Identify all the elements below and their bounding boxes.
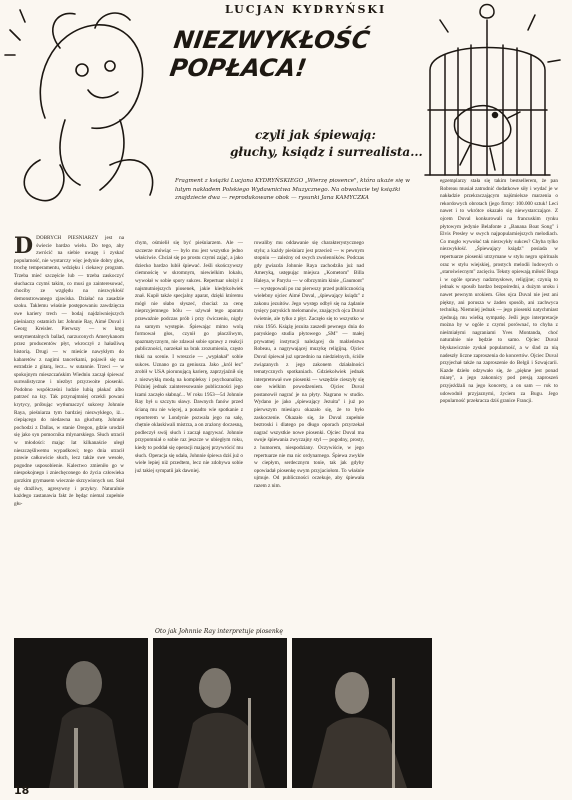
man-caricature-illustration [5, 10, 153, 201]
article-column-3: rowaliby mu oddawanie się charakterystycznego stylu; a każdy pieśniarz jest przecież — w pewnym stopniu — zależny od swych zwolenników. Podczas gdy gwiazda Johnnie Raya zachodziła już nad Ameryką, ustępując miejsca „Kometom" Billa Haleya, w Paryżu — w olbrzymim kinie „Gaumont" — występowali po raz pierwszy przed publicznością wielebny ojciec Aimé Duval, „śpiewający ksiądz" z zakonu jezuitów. Jego występ odbył się na żądanie tysięcy paryskich melomanów, znających ojca Duval świetnie, ale tylko z płyt. Zaczęło się to wszystko w roku 1956. Książę jezuita zaszedł pewnego dnia do paryskiego studia płytowego „SM" — małej prywatnej instytucji należącej do małżeństwa Robeau, a nagrywającej muzykę religijną. Ojciec Duval śpiewał już uprzednio na niedzielnych, ściśle związanych z jego zakonem działalności tematycznych spotkaniach. Gdziekolwiek jednak interpretował swe piosenki — wszędzie cieszyły się one wielkim powodzeniem. Ojciec Duval postanowił nagrać je na płyty. Nagrano w studio. Wydano je jako „śpiewający Jezuita" i już po pierwszym miesiącu okazało się, że to było zaskoczenie. Okazało się, że Duval zupełnie beztroski i dlatego po długo oporach przyrzekał nagrać wszystkie nowe piosenki. Ojciec Duval ma swoje śpiewania zwyczajny styl — pogodny, prosty, z humorem, niespodziany. Oczywiście, w jego repertuarze nie ma nic ordynarnego. Śpiewa zwykle w ciepłym, serdecznym tonie, tak jak gdyby opowiadał piosenkę swym przyjaciołom. To właśnie ujmuje. Od publiczności oczekuje, aby śpiewała razem z nim. [254, 240, 364, 489]
author-name: LUCJAN KYDRYŃSKI [225, 3, 387, 16]
subtitle-line1: czyli jak śpiewają: [255, 128, 376, 142]
article-column-2: chym, ośmielił się być pieśniarzem. Ale — szczerze mówiąc — bylo mu jest wszystko jedno właściwie. Chciał się po prostu czymś zająć, a jako dziecko bardzo lubił śpiewać. Jeśli skończywszy ciemnościę w skromnym, niewielkim lokalu, wywołał w sobie spory sukces. Repertuar ułożył z najsmutniejszych piosenek, jakie kiedykolwiek znał. Kupił także specjalny aparat, dzięki któremu mógł nie słabo słyszeć, chociaż za cenę nieprzyjemnego bólu — używał tego aparatu przeważnie podczas prób i przy ćwiczeniu, nigdy na samym występie. Śpiewając mimo wolą formował głos, czynił go płaczliwym, spazmatycznym, nie zdawał sobie sprawy z reakcji publiczności, narzekał na brak zrozumienia, często tłuki na scenie. I wreszcie — „wypłakał" sobie sukces. Uznano go za geniusza. Jako „król łez" zrobił w USA piorunującą karierę, zaprzyjaźnił się z niezwykłą modą na kompleksy i psychoanalizę. Później jednak zainteresowanie publiczności jego łzami zaczęło słabnąć... W roku 1953—54 Johnnie Ray był u szczytu sławy. Dawnych fanów przed ścianą mu nie więcej, a ponadto wie spotkanie z reporterem w Londynie pozwala jego na salę, chętnie oklaskiwali mistrza, a on zrażony doczesną, podleczył swój słuch i zaczął nagrywać. Johnnie przypomniał o sobie raz jeszcze w ubiegłym roku, kiedy to poddał się operacji mającej przywrócić mu słuch. Operacja się udała, Johnnie śpiewa dziś już o wiele lepiej niż przedtem, lecz nie zdobywa sobie już takiej sympatii jak dawniej. [135, 240, 243, 474]
page-number: 18 [14, 784, 30, 797]
article-column-1: DDOBRYCH PIEŚNIARZY jest na świecie bardzo wielu. Do tego, aby zwrócić na siebie uwagę i zyskać popularność, nie wystarczy więc jedynie dobry głos, trochę temperamentu, wdzięku i ciekawy program. Trzeba mieć szczęście lub — trzeba zaskoczyć słuchacza czymś takim, co musi go zainteresować, chociby ze względu na niezwykłość demonstrowanego zjawiska. Działać na zasadzie szoku. Taklemu właśnie postępowaniu zawdzięcza swe kariery trech — bodaj najdziwniejszych pieśniarzy ostatnich lat: Johnnie Ray, Aimé Duval i Georg Kreisler. Pierwszy — w kręg sentymentalnych ballad, narzuconych Amerykanom przez producentów płyt, wkroczył z hałaśliwą historią. Drugi — w mieście nawykłym do kabaretów z nagimi tancerkami, pojawił się na estradzie z gitarą, lecz... w sutannie. Trzeci — w spokojnym mieszczańskim Wiedniu zaczął śpiewać surrealistyczne i niezbyt przyzwoite piosenki. Podobno współcześni ludzie lubią płakać albo patrzeć na łzy. Tak przynajmniej orzekli powani krytycy, próbując wytłumaczyć sukcesy Johnnie Raya, pieśniarza tym bardziej niezwykłego, iż... ciepiącego do niedawna na głuchotę. Johnnie pochodzi z Dallas, w stanie Oregon, gdzie urodził się jako syn pomocnika mlynarskiego. Słuch utracił w młodości: mając lat kilkanaście uległ nieszczęśliwemu wypadkowi; tego dnia utracił prawie całkowicie słuch, lecz także swe wesołe, pogodne usposobienie. Kalectwo zmieniło go w niespokojnego i zniechęconego do życia człowieka gorzkim grymasem wiecznie skrzywionych ust. Stał się drażliwy, agresywny i przykry. Naturalnie każdego zastanawia fakt że będąc niemal zupełnie głu- [14, 235, 124, 507]
article-title: NIEZWYKŁOŚĆ POPŁACA! [168, 26, 372, 82]
johnnie-ray-photo-3 [292, 638, 432, 788]
subtitle-line2: głuchy, ksiądz i surrealista... [230, 145, 423, 159]
intro-note: Fragment z książki Lucjana KYDRYŃSKIEGO „Wierzę piosence", która ukaże się w lutym nakładem Polskiego Wydawnictwa Muzycznego. Na obwolucie tej książki znajdziecie dwa — reprodukowane obok — rysunki Jana KAMYCZKA [175, 178, 410, 202]
johnnie-ray-photo-1 [14, 638, 148, 788]
johnnie-ray-photo-2 [153, 638, 287, 788]
bird-cage-illustration [425, 5, 560, 176]
article-column-4: egzemplarzy stała się takim bestsellerem, że pan Robreau musiał zatrudnić dodatkowe siły i wydać je w nakładzie przekraczającym najśmielsze marzenia o rekordowych obrotach (jego firmy: 100.000 sztuk! Leci nawet i to wkrótce okazało się niewystarczające. Z ojcem Duval konkurowali na francuskim rynku płytowym jedynie Belafonte z „Banana Boat Song" i Elvis Presley w swych najpopularniejszych melodiach. Co mogło wywołać tak niezwykły sukces? Chyba tylko niezwykłość. „Śpiewający ksiądz" posiada w repertuarze piosenki utrzymane w stylu negro spirituals oraz w stylu wiejskiej, prostych melodii ludowych o „staroświecnym" zacięciu. Teksty opiewają miłość Boga i w ogóle sprawy nadzmysłowe, religijne; czynią to jednak w sposób bardzo bezpośredni, a dużym uroku i nawet pewnym urokiem. Głos ojca Duval nie jest ani piękny, ani porusza w żaden sposób, ani zachwyca techniką. Niemniej jednak — jego piosenki natychmiast zjednują mu wielką sympatię. Jeśli jego interpretacje można by w ogóle z czymś porównać, to chyba z nieśmiałymi nagraniami Yves Montanda, choć naturalnie nie będzie to samo. Ojciec Duval błyskawicznie zyskał popularność, a w ślad za nią nadeszły liczne zaproszenia do koncertów. Ojciec Duval przyjechał także na zaproszenie do Belgii i Szwajcarii. Kazde dzieło odzywało się, że „piękne jest ponad miarę", a jego zakonnicy pod presją zaproszeń przyjeżdżali na jego koncerty, a on sam — rok to udowodnił przyjaznymi, życiem za Bugu. Jego popularność przekracza dziś granice Francji. [440, 178, 558, 405]
photo-caption: Oto jak Johnnie Ray interpretuje piosenkę [155, 628, 283, 635]
